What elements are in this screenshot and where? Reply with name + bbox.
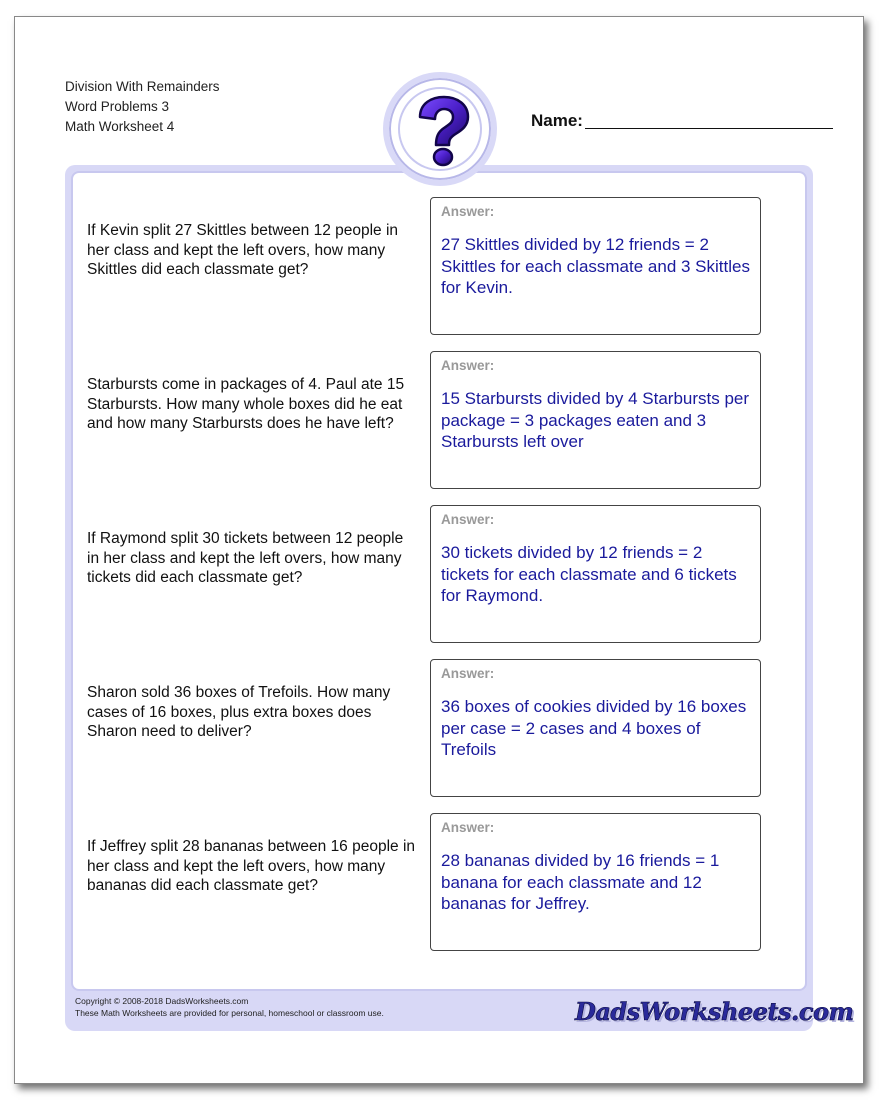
answer-text: 36 boxes of cookies divided by 16 boxes per case = 2 cases and 4 boxes of Trefoils <box>441 697 747 759</box>
question-text: If Kevin split 27 Skittles between 12 people in her class and kept the left overs, how many Skittles did each classmate get? <box>87 222 399 278</box>
logo-badge <box>383 72 497 186</box>
answer-box <box>430 659 761 797</box>
answer-label: Answer: <box>441 512 495 527</box>
answer-label: Answer: <box>441 666 495 681</box>
problems-frame <box>65 165 854 1031</box>
worksheet-title <box>65 77 220 137</box>
question-text: Starbursts come in packages of 4. Paul ate 15 Starbursts. How many whole boxes did he eat and how many Starbursts does he have left? <box>87 376 405 432</box>
answer-text: 15 Starbursts divided by 4 Starbursts per package = 3 packages eaten and 3 Starbursts left over <box>441 389 750 451</box>
answer-label: Answer: <box>441 358 495 373</box>
title-line-1: Division With Remainders <box>65 79 220 94</box>
answer-label: Answer: <box>441 820 495 835</box>
usage-notice: These Math Worksheets are provided for personal, homeschool or classroom use. <box>75 1008 384 1018</box>
answer-box <box>430 813 761 951</box>
problem-row <box>73 487 809 641</box>
question-text: If Raymond split 30 tickets between 12 people in her class and kept the left overs, how many tickets did each classmate get? <box>87 530 404 586</box>
problem-row <box>73 333 809 487</box>
answer-box <box>430 505 761 643</box>
title-line-3: Math Worksheet 4 <box>65 119 175 134</box>
brand-logo: DadsWorksheets.com <box>575 997 854 1026</box>
worksheet-page <box>14 16 864 1084</box>
question-mark-icon <box>412 95 474 167</box>
problem-row <box>73 179 809 333</box>
title-line-2: Word Problems 3 <box>65 99 170 114</box>
copyright-text: Copyright © 2008-2018 DadsWorksheets.com <box>75 996 249 1006</box>
problem-row <box>73 795 809 949</box>
answer-text: 27 Skittles divided by 12 friends = 2 Skittles for each classmate and 3 Skittles for Kevin. <box>441 235 750 297</box>
problem-row <box>73 641 809 795</box>
answer-text: 30 tickets divided by 12 friends = 2 tickets for each classmate and 6 tickets for Raymond. <box>441 543 737 605</box>
question-text: If Jeffrey split 28 bananas between 16 people in her class and kept the left overs, how many bananas did each classmate get? <box>87 838 416 894</box>
answer-box <box>430 351 761 489</box>
footer-notice <box>75 995 384 1019</box>
answer-text: 28 bananas divided by 16 friends = 1 banana for each classmate and 12 bananas for Jeffrey. <box>441 851 720 913</box>
name-field-line[interactable] <box>585 128 833 129</box>
answer-label: Answer: <box>441 204 495 219</box>
question-text: Sharon sold 36 boxes of Trefoils. How many cases of 16 boxes, plus extra boxes does Sharon need to deliver? <box>87 684 391 740</box>
answer-box <box>430 197 761 335</box>
problems-panel <box>71 171 807 991</box>
name-label: Name: <box>531 111 583 130</box>
